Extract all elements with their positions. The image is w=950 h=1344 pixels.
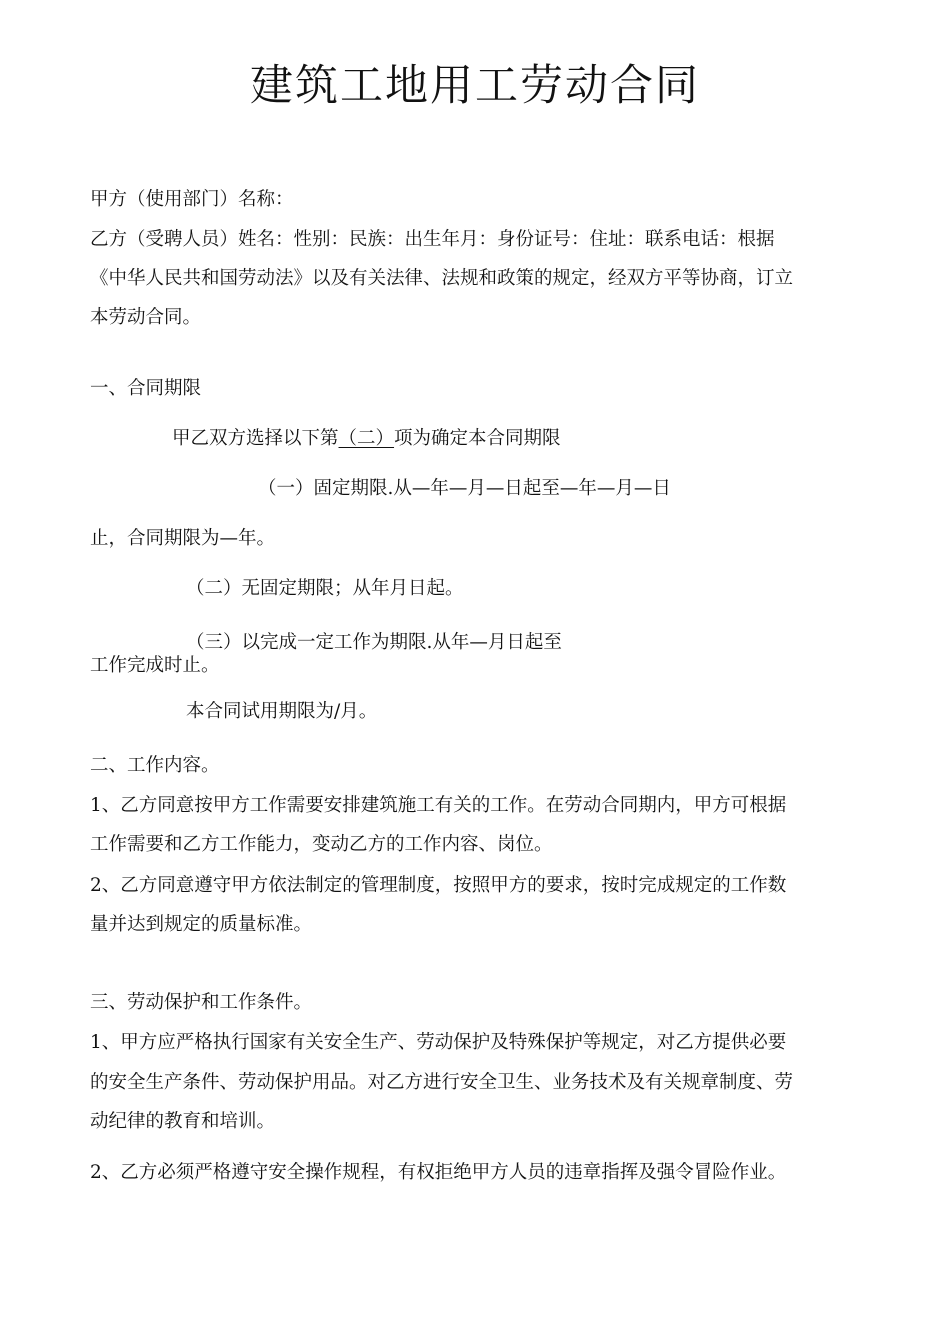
probation-line: 本合同试用期限为/月。 — [186, 701, 378, 722]
section1-heading: 一、合同期限 — [90, 378, 202, 399]
term-choice-line — [172, 426, 561, 452]
section2-item2-line-2: 量并达到规定的质量标准。 — [90, 914, 313, 935]
term-option-3-cont: 工作完成时止。 — [90, 655, 220, 676]
term-choice-suffix: 项为确定本合同期限 — [394, 428, 561, 449]
term-option-1: （一）固定期限.从—年—月—日起至—年—月—日 — [258, 478, 671, 499]
term-choice-value: （二） — [338, 428, 395, 449]
document-title: 建筑工地用工劳动合同 — [250, 61, 700, 111]
party-a-line: 甲方（使用部门）名称： — [90, 189, 294, 210]
section3-item1-line-3: 动纪律的教育和培训。 — [90, 1111, 276, 1132]
term-option-2: （二）无固定期限；从年月日起。 — [186, 578, 464, 599]
section2-item1-line-1: 1、乙方同意按甲方工作需要安排建筑施工有关的工作。在劳动合同期内，甲方可根据 — [90, 795, 787, 816]
section2-heading: 二、工作内容。 — [90, 755, 220, 776]
term-choice-prefix: 甲乙双方选择以下第 — [172, 428, 339, 449]
section3-item2-line: 2、乙方必须严格遵守安全操作规程，有权拒绝甲方人员的违章指挥及强令冒险作业。 — [90, 1162, 787, 1183]
section2-item1-line-2: 工作需要和乙方工作能力，变动乙方的工作内容、岗位。 — [90, 834, 553, 855]
section3-item1-line-2: 的安全生产条件、劳动保护用品。对乙方进行安全卫生、业务技术及有关规章制度、劳 — [90, 1072, 794, 1093]
party-b-line-1: 乙方（受聘人员）姓名：性别：民族：出生年月：身份证号：住址：联系电话：根据 — [90, 229, 775, 250]
party-b-line-3: 本劳动合同。 — [90, 307, 202, 328]
section3-item1-line-1: 1、甲方应严格执行国家有关安全生产、劳动保护及特殊保护等规定，对乙方提供必要 — [90, 1032, 787, 1053]
party-b-line-2: 《中华人民共和国劳动法》以及有关法律、法规和政策的规定，经双方平等协商，订立 — [90, 268, 794, 289]
term-option-3: （三）以完成一定工作为期限.从年—月日起至 — [186, 632, 562, 653]
section2-item2-line-1: 2、乙方同意遵守甲方依法制定的管理制度，按照甲方的要求，按时完成规定的工作数 — [90, 875, 787, 896]
section3-heading: 三、劳动保护和工作条件。 — [90, 992, 313, 1013]
term-option-1-cont: 止，合同期限为—年。 — [90, 528, 276, 549]
